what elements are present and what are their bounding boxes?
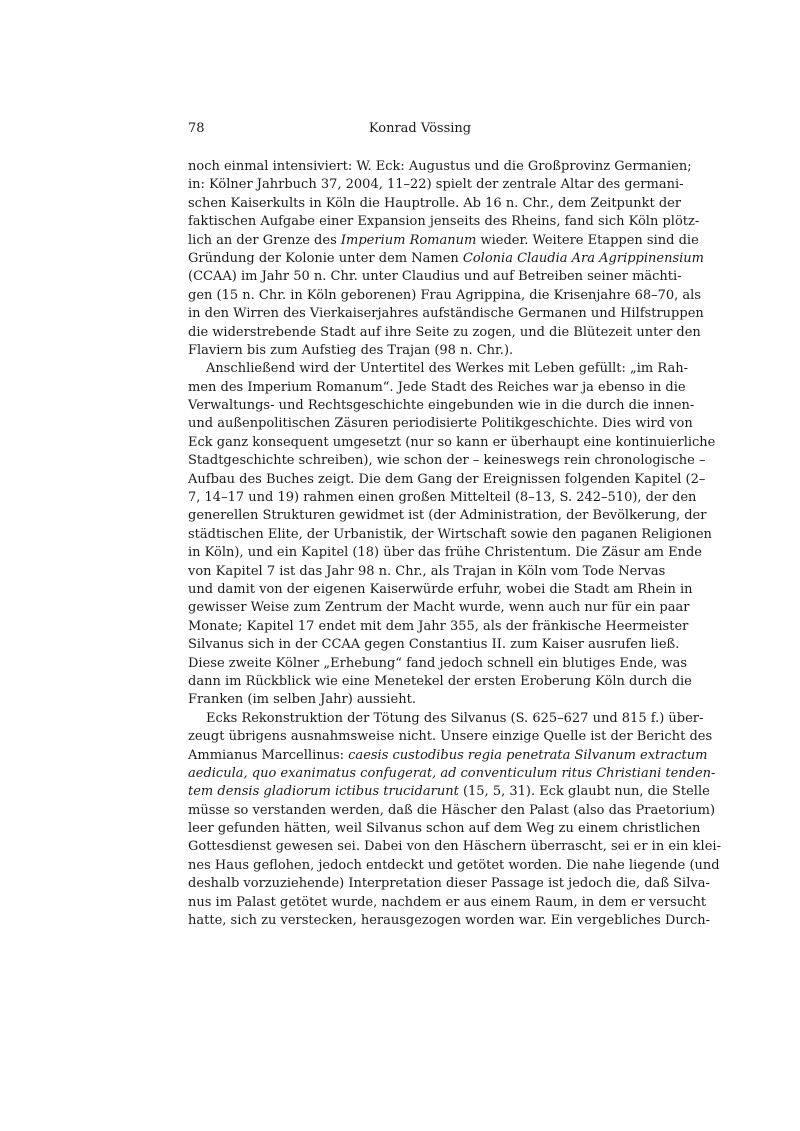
text-run: leer gefunden hätten, weil Silvanus schon auf dem Weg zu einem christlichen [188,821,701,837]
text-run: dann im Rückblick wie eine Menetekel der ersten Eroberung Köln durch die [188,673,692,689]
text-run: Gottesdienst gewesen sei. Dabei von den Häschern überrascht, sei er in ein klei- [188,839,721,855]
italic-text: Colonia Claudia Ara Agrippinensium [462,250,705,266]
text-line [188,728,713,746]
text-line [188,581,693,599]
text-run: Verwaltungs- und Rechtsgeschichte eingebunden wie in die durch die innen- [188,398,695,414]
text-run: schen Kaiserkults in Köln die Hauptrolle. Ab 16 n. Chr., dem Zeitpunkt der [188,195,682,211]
text-line [188,360,688,378]
text-line [188,820,701,838]
text-run: gen (15 n. Chr. in Köln geborenen) Frau Agrippina, die Krisenjahre 68–70, als [188,287,702,303]
text-line [188,471,706,489]
running-title: Konrad Vössing [368,121,472,136]
text-line [188,415,693,433]
text-line [188,305,704,323]
text-line [188,250,705,268]
text-run: wieder. Weitere Etappen sind die [476,232,699,248]
text-line [188,912,710,930]
text-line [188,655,688,673]
text-run: Diese zweite Kölner „Erhebung“ fand jedoch schnell ein blutiges Ende, was [188,655,688,671]
text-run: Silvanus sich in der CCAA gegen Constantius II. zum Kaiser ausrufen ließ. [188,637,680,653]
italic-text: tem densis gladiorum ictibus trucidarunt [188,784,459,800]
running-head [188,120,652,138]
text-run: zeugt übrigens ausnahmsweise nicht. Unsere einzige Quelle ist der Bericht des [188,729,713,745]
text-run: generellen Strukturen gewidmet ist (der Administration, der Bevölkerung, der [188,508,707,524]
text-run: Stadtgeschichte schreiben), wie schon der – keineswegs rein chronologische – [188,453,706,469]
text-line [188,710,704,728]
text-line [188,563,666,581]
text-line [188,857,720,875]
text-line [188,673,692,691]
text-run: Gründung der Kolonie unter dem Namen [188,250,463,266]
text-line [188,802,716,820]
text-line [188,379,686,397]
text-run: Aufbau des Buches zeigt. Die dem Gang der Ereignissen folgenden Kapitel (2– [188,471,706,487]
text-run: (15, 5, 31). Eck glaubt nun, die Stelle [458,784,710,800]
text-line [188,232,699,250]
text-line [188,268,682,286]
text-run: Flaviern bis zum Aufstieg des Trajan (98 n. Chr.). [188,342,514,358]
text-line [188,176,684,194]
text-line [188,342,652,360]
text-line [188,765,716,783]
text-line [188,838,721,856]
text-run: Eck ganz konsequent umgesetzt (nur so kann er überhaupt eine kontinuierliche [188,434,716,450]
text-line [188,507,707,525]
text-run: men des Imperium Romanum“. Jede Stadt des Reiches war ja ebenso in die [188,379,686,395]
text-line [188,324,701,342]
body-text [188,158,721,930]
text-line [188,397,695,415]
text-run: Monate; Kapitel 17 endet mit dem Jahr 355, als der fränkische Heermeister [188,618,689,634]
text-line [188,618,689,636]
text-run: 7, 14–17 und 19) rahmen einen großen Mittelteil (8–13, S. 242–510), der den [188,490,697,506]
text-run: die widerstrebende Stadt auf ihre Seite zu zogen, und die Blütezeit unter den [188,324,701,340]
text-run: von Kapitel 7 ist das Jahr 98 n. Chr., als Trajan in Köln vom Tode Nervas [188,563,666,579]
text-run: nes Haus geflohen, jedoch entdeckt und getötet worden. Die nahe liegende (und [188,857,720,873]
italic-text: caesis custodibus regia penetrata Silvanum extractum [348,747,708,763]
text-run: in den Wirren des Vierkaiserjahres aufständische Germanen und Hilfstruppen [188,306,704,322]
text-run: nus im Palast getötet wurde, nachdem er aus einem Raum, in dem er versucht [188,894,707,910]
text-run: städtischen Elite, der Urbanistik, der Wirtschaft sowie den paganen Religionen [188,526,712,542]
text-run: hatte, sich zu verstecken, herausgezogen worden war. Ein vergebliches Durch- [188,913,710,929]
text-run: Ecks Rekonstruktion der Tötung des Silvanus (S. 625–627 und 815 f.) über- [206,710,704,726]
text-line [188,875,710,893]
text-line [188,287,702,305]
text-run: noch einmal intensiviert: W. Eck: Augustus und die Großprovinz Germanien; [188,159,692,174]
text-run: lich an der Grenze des [188,232,341,248]
text-line [188,544,702,562]
text-line [188,599,690,617]
text-run: deshalb vorzuziehende) Interpretation dieser Passage ist jedoch die, daß Silva- [188,876,710,892]
text-line [188,894,707,912]
text-run: und außenpolitischen Zäsuren periodisierte Politikgeschichte. Dies wird von [188,416,693,432]
text-line [188,158,692,176]
text-line [188,489,697,507]
text-run: (CCAA) im Jahr 50 n. Chr. unter Claudius und auf Betreiben seiner mächti- [188,269,682,285]
text-run: gewisser Weise zum Zentrum der Macht wurde, wenn auch nur für ein paar [188,600,690,616]
italic-text: Imperium Romanum [340,232,477,248]
text-line [188,452,706,470]
text-line [188,691,652,709]
text-run: müsse so verstanden werden, daß die Häscher den Palast (also das Praetorium) [188,802,716,818]
text-run: Anschließend wird der Untertitel des Werkes mit Leben gefüllt: „im Rah- [206,361,688,377]
text-line [188,213,700,231]
text-line [188,195,682,213]
page-number: 78 [188,121,205,136]
text-line [188,636,680,654]
italic-text: aedicula, quo exanimatus confugerat, ad conventiculum ritus Christiani tenden- [188,765,716,781]
text-run: faktischen Aufgabe einer Expansion jenseits des Rheins, fand sich Köln plötz- [188,214,700,230]
text-line [188,526,712,544]
text-run: Franken (im selben Jahr) aussieht. [188,692,416,708]
text-line [188,434,716,452]
text-line [188,747,708,765]
text-run: in Köln), und ein Kapitel (18) über das frühe Christentum. Die Zäsur am Ende [188,545,702,561]
text-line [188,783,710,801]
text-run: und damit von der eigenen Kaiserwürde erfuhr, wobei die Stadt am Rhein in [188,581,693,597]
text-run: in: Kölner Jahrbuch 37, 2004, 11–22) spielt der zentrale Altar des germani- [188,177,684,193]
text-run: Ammianus Marcellinus: [188,747,349,763]
